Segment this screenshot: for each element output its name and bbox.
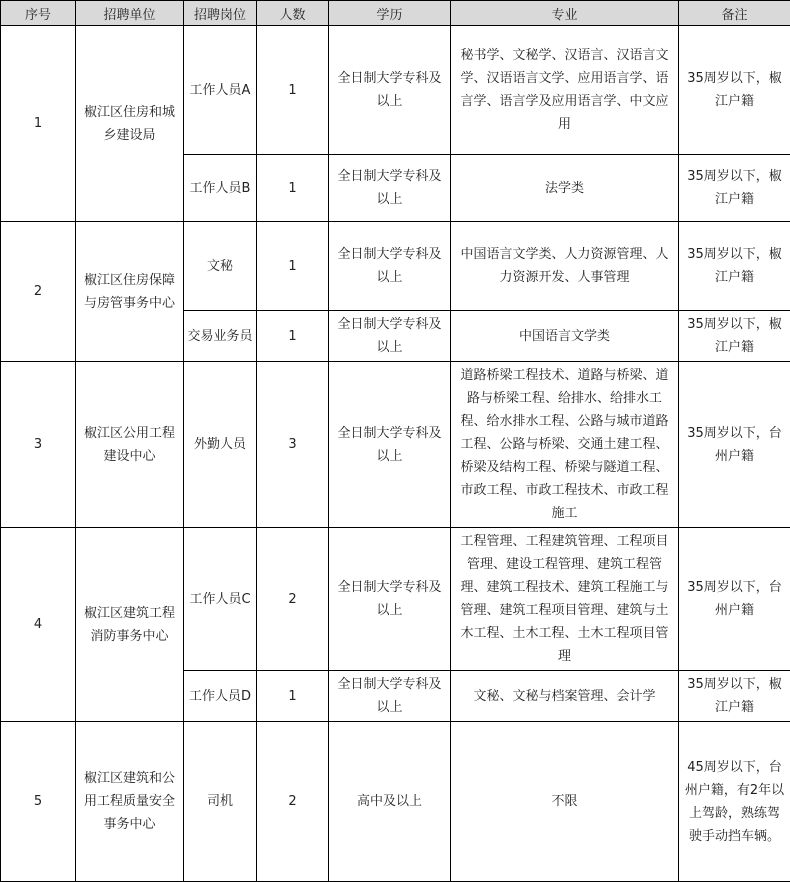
- header-count: 人数: [257, 1, 329, 26]
- cell-education: 高中及以上: [329, 722, 451, 882]
- cell-post: 文秘: [184, 222, 257, 311]
- cell-major: 工程管理、工程建筑管理、工程项目管理、建设工程管理、建筑工程管理、建筑工程技术、建筑工程施工与管理、建筑工程项目管理、建筑与土木工程、土木工程、土木工程项目管理: [451, 528, 679, 671]
- cell-major: 文秘、文秘与档案管理、会计学: [451, 671, 679, 722]
- cell-seq: 1: [1, 26, 76, 222]
- cell-post: 工作人员D: [184, 671, 257, 722]
- table-row: [1, 222, 790, 311]
- cell-education: 全日制大学专科及以上: [329, 528, 451, 671]
- cell-post: 工作人员A: [184, 26, 257, 155]
- cell-major: 中国语言文学类、人力资源管理、人力资源开发、人事管理: [451, 222, 679, 311]
- cell-unit: 椒江区建筑工程消防事务中心: [76, 528, 184, 722]
- cell-seq: 3: [1, 362, 76, 528]
- cell-post: 外勤人员: [184, 362, 257, 528]
- cell-post: 司机: [184, 722, 257, 882]
- cell-unit: 椒江区建筑和公用工程质量安全事务中心: [76, 722, 184, 882]
- cell-note: 35周岁以下，台州户籍: [679, 528, 790, 671]
- cell-count: 3: [257, 362, 329, 528]
- cell-education: 全日制大学专科及以上: [329, 26, 451, 155]
- cell-major: 道路桥梁工程技术、道路与桥梁、道路与桥梁工程、给排水、给排水工程、给水排水工程、公路与城市道路工程、公路与桥梁、交通土建工程、桥梁及结构工程、桥梁与隧道工程、市政工程、市政工程技术、市政工程施工: [451, 362, 679, 528]
- cell-major: 法学类: [451, 155, 679, 222]
- cell-count: 1: [257, 671, 329, 722]
- cell-unit: 椒江区公用工程建设中心: [76, 362, 184, 528]
- cell-note: 35周岁以下，椒江户籍: [679, 671, 790, 722]
- cell-post: 工作人员B: [184, 155, 257, 222]
- cell-note: 35周岁以下，椒江户籍: [679, 26, 790, 155]
- cell-count: 1: [257, 311, 329, 362]
- header-post: 招聘岗位: [184, 1, 257, 26]
- cell-post: 工作人员C: [184, 528, 257, 671]
- header-education: 学历: [329, 1, 451, 26]
- cell-education: 全日制大学专科及以上: [329, 222, 451, 311]
- cell-post: 交易业务员: [184, 311, 257, 362]
- header-major: 专业: [451, 1, 679, 26]
- cell-note: 35周岁以下，台州户籍: [679, 362, 790, 528]
- cell-count: 1: [257, 26, 329, 155]
- cell-major: 秘书学、文秘学、汉语言、汉语言文学、汉语语言文学、应用语言学、语言学、语言学及应用语言学、中文应用: [451, 26, 679, 155]
- header-unit: 招聘单位: [76, 1, 184, 26]
- header-note: 备注: [679, 1, 790, 26]
- table-row: [1, 528, 790, 671]
- cell-unit: 椒江区住房和城乡建设局: [76, 26, 184, 222]
- cell-count: 1: [257, 155, 329, 222]
- header-row: [1, 1, 790, 26]
- cell-count: 2: [257, 722, 329, 882]
- cell-seq: 4: [1, 528, 76, 722]
- cell-note: 45周岁以下，台州户籍，有2年以上驾龄，熟练驾驶手动挡车辆。: [679, 722, 790, 882]
- cell-major: 不限: [451, 722, 679, 882]
- cell-seq: 5: [1, 722, 76, 882]
- cell-education: 全日制大学专科及以上: [329, 311, 451, 362]
- table-row: [1, 26, 790, 155]
- cell-note: 35周岁以下，椒江户籍: [679, 222, 790, 311]
- cell-seq: 2: [1, 222, 76, 362]
- cell-education: 全日制大学专科及以上: [329, 671, 451, 722]
- cell-education: 全日制大学专科及以上: [329, 155, 451, 222]
- cell-education: 全日制大学专科及以上: [329, 362, 451, 528]
- cell-note: 35周岁以下，椒江户籍: [679, 311, 790, 362]
- cell-note: 35周岁以下，椒江户籍: [679, 155, 790, 222]
- cell-count: 2: [257, 528, 329, 671]
- table-row: [1, 722, 790, 882]
- table-row: [1, 362, 790, 528]
- header-seq: 序号: [1, 1, 76, 26]
- cell-unit: 椒江区住房保障与房管事务中心: [76, 222, 184, 362]
- cell-major: 中国语言文学类: [451, 311, 679, 362]
- cell-count: 1: [257, 222, 329, 311]
